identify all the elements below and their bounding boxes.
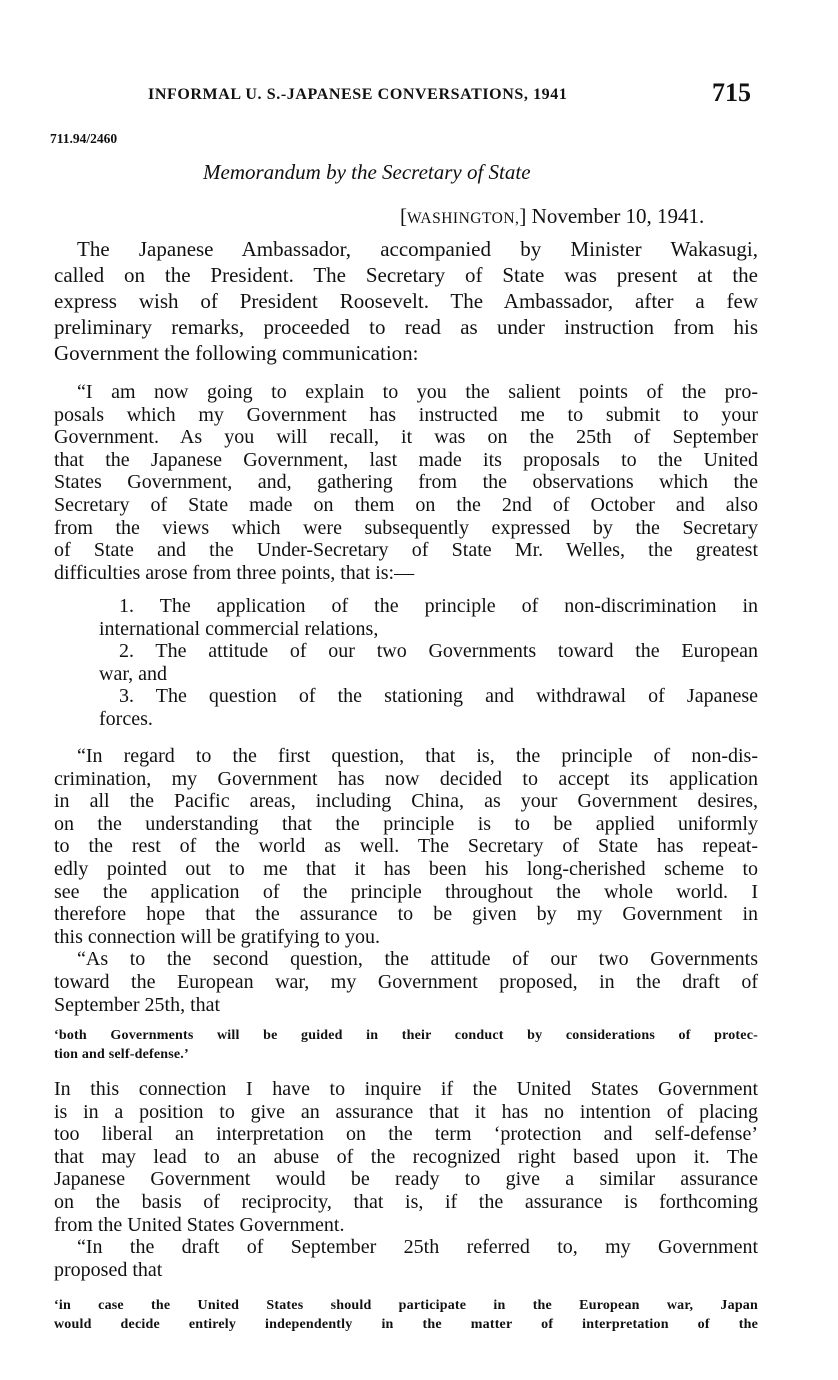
text-line: Secretary of State made on them on the 2nd of October and also xyxy=(54,493,758,516)
text-line: from the views which were subsequently expressed by the Secretary xyxy=(54,516,758,539)
intro-paragraph xyxy=(54,236,758,366)
dateline-date: November 10, 1941. xyxy=(526,204,705,228)
text-line: Government the following communication: xyxy=(54,341,419,365)
text-line: posals which my Government has instructed me to submit to your xyxy=(54,403,758,426)
text-line: Government. As you will recall, it was on the 25th of September xyxy=(54,426,758,449)
text-line: preliminary remarks, proceeded to read as under instruction from his xyxy=(54,315,758,339)
text-line: express wish of President Roosevelt. The Ambassador, after a few xyxy=(54,289,758,313)
text-line: crimination, my Government has now decided to accept its application xyxy=(54,767,758,790)
text-line: edly pointed out to me that it has been his long-cherished scheme to xyxy=(54,857,758,880)
dateline-close-bracket: ] xyxy=(519,204,527,228)
point-line: 2. The attitude of our two Governments toward the European xyxy=(119,640,758,663)
communication-paragraph-1 xyxy=(54,381,758,584)
text-line: In this connection I have to inquire if the United States Government xyxy=(54,1078,758,1100)
text-line: from the United States Government. xyxy=(54,1213,345,1236)
dateline-open-bracket: [ xyxy=(400,204,407,228)
text-line: that the Japanese Government, last made its proposals to the United xyxy=(54,448,758,471)
quote-line: ‘in case the United States should participate in the European war, Japan xyxy=(54,1298,758,1313)
quote-line: ‘both Governments will be guided in their conduct by considerations of protec- xyxy=(54,1028,758,1043)
document-title: Memorandum by the Secretary of State xyxy=(203,160,531,184)
text-line: The Japanese Ambassador, accompanied by Minister Wakasugi, xyxy=(77,237,758,261)
numbered-points xyxy=(99,595,758,731)
text-line: toward the European war, my Government proposed, in the draft of xyxy=(54,970,758,993)
text-line: on the basis of reciprocity, that is, if the assurance is forthcoming xyxy=(54,1190,758,1213)
text-line: therefore hope that the assurance to be given by my Government in xyxy=(54,903,758,926)
text-line: “In regard to the first question, that is, the principle of non-dis- xyxy=(77,745,758,767)
text-line: of State and the Under-Secretary of State Mr. Welles, the greatest xyxy=(54,539,758,562)
page-number: 715 xyxy=(712,78,751,107)
text-line: States Government, and, gathering from the observations which the xyxy=(54,471,758,494)
text-line: to the rest of the world as well. The Secretary of State has repeat- xyxy=(54,835,758,858)
point-line: 3. The question of the stationing and withdrawal of Japanese xyxy=(119,685,758,708)
point-line: international commercial relations, xyxy=(99,617,379,640)
point-line: 1. The application of the principle of non-discrimination in xyxy=(119,595,758,617)
text-line: “I am now going to explain to you the salient points of the pro- xyxy=(77,381,758,403)
text-line: called on the President. The Secretary of State was present at the xyxy=(54,263,758,287)
file-number: 711.94/2460 xyxy=(50,131,118,146)
text-line: this connection will be gratifying to you. xyxy=(54,925,381,948)
quotation-2 xyxy=(54,1297,758,1334)
quote-line: tion and self-defense.’ xyxy=(54,1046,189,1062)
text-line: “In the draft of September 25th referred to, my Government xyxy=(77,1236,758,1259)
quote-line: would decide entirely independently in the matter of interpretation of the xyxy=(54,1316,758,1332)
text-line: too liberal an interpretation on the term ‘protection and self-defense’ xyxy=(54,1123,758,1146)
point-line: forces. xyxy=(99,707,153,730)
dateline-place: WASHINGTON, xyxy=(407,210,520,227)
text-line: difficulties arose from three points, that is:— xyxy=(54,561,415,584)
text-line: on the understanding that the principle is to be applied uniformly xyxy=(54,812,758,835)
text-line: Japanese Government would be ready to give a similar assurance xyxy=(54,1168,758,1191)
text-line: is in a position to give an assurance that it has no intention of placing xyxy=(54,1100,758,1123)
dateline xyxy=(400,204,704,229)
text-line: proposed that xyxy=(54,1258,163,1281)
text-line: in all the Pacific areas, including China, as your Government desires, xyxy=(54,790,758,813)
text-line: see the application of the principle throughout the whole world. I xyxy=(54,880,758,903)
quotation-1 xyxy=(54,1027,758,1064)
text-line: “As to the second question, the attitude of our two Governments xyxy=(77,948,758,971)
text-line: that may lead to an abuse of the recognized right based upon it. The xyxy=(54,1145,758,1168)
point-line: war, and xyxy=(99,662,168,685)
communication-paragraph-2 xyxy=(54,745,758,1016)
text-line: September 25th, that xyxy=(54,993,221,1016)
running-head: INFORMAL U. S.-JAPANESE CONVERSATIONS, 1941 xyxy=(148,86,568,103)
communication-paragraph-3 xyxy=(54,1078,758,1281)
